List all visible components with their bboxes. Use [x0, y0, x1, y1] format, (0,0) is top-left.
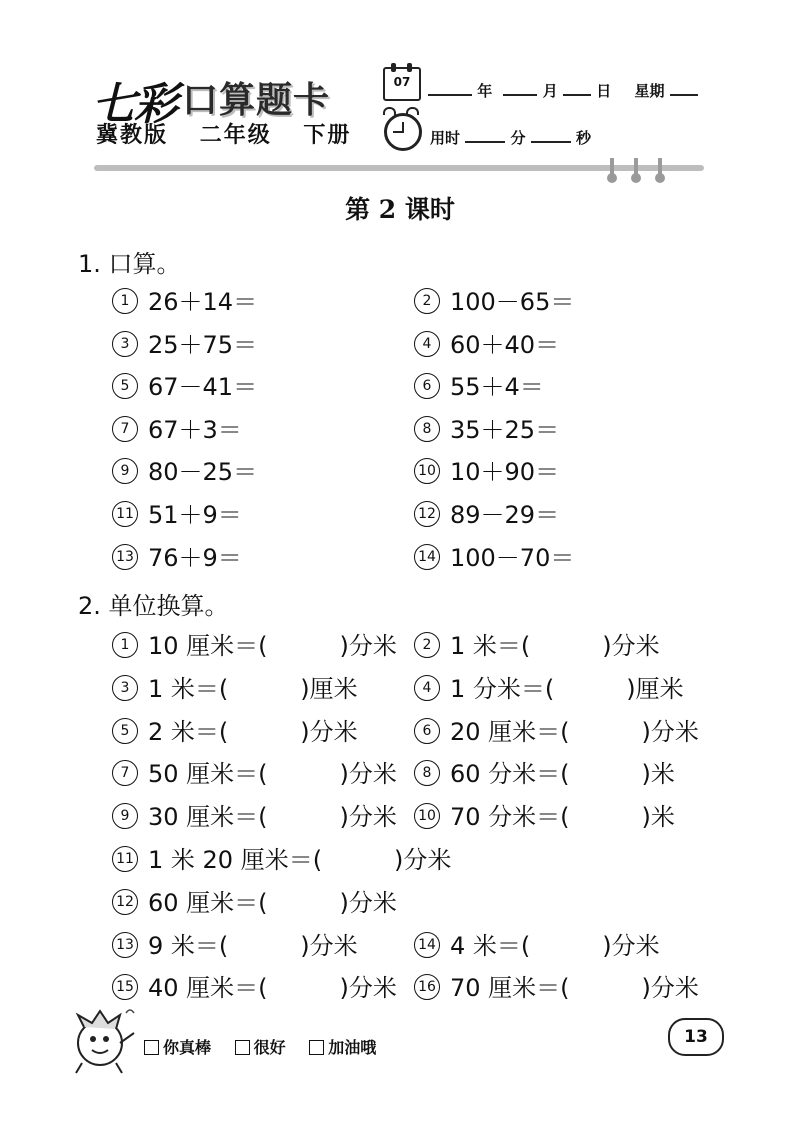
item-expression: 67－41＝: [148, 373, 258, 402]
item-number: 4: [414, 331, 440, 357]
item-text: 20 厘米＝( )分米: [450, 717, 699, 746]
item-expression: 100－65＝: [450, 288, 575, 316]
lesson-title: 第 2 课时: [345, 195, 455, 224]
item-number: 12: [112, 889, 138, 915]
month-label: 月: [542, 82, 558, 100]
unit-conversion-item: [112, 926, 358, 961]
item-number: 13: [112, 544, 138, 570]
self-rating: [144, 1035, 376, 1058]
calendar-number: 07: [393, 75, 411, 89]
day-blank[interactable]: [563, 80, 591, 96]
item-expression: 25＋75＝: [148, 330, 258, 359]
unit-conversion-item: [414, 712, 699, 747]
section-2-title: 2. 单位换算。: [78, 592, 229, 620]
rating-option-1[interactable]: 你真棒: [144, 1038, 211, 1057]
item-text: 60 厘米＝( )分米: [148, 888, 397, 917]
item-number: 13: [112, 932, 138, 958]
brand-script-logo: 七彩: [92, 79, 176, 130]
alarm-clock-icon: [384, 113, 422, 151]
item-number: 1: [112, 632, 138, 658]
item-expression: 100－70＝: [450, 543, 575, 572]
item-number: 15: [112, 974, 138, 1000]
item-number: 9: [112, 458, 138, 484]
oral-calc-item: [112, 325, 257, 360]
item-number: 7: [112, 416, 138, 442]
item-expression: 51＋9＝: [148, 501, 242, 529]
unit-conversion-item: [112, 968, 397, 1003]
item-number: 7: [112, 760, 138, 786]
unit-conversion-item: [112, 669, 358, 704]
item-text: 2 米＝( )分米: [148, 717, 358, 746]
section-1-title: 1. 口算。: [78, 250, 181, 278]
unit-conversion-item: [112, 840, 451, 875]
weekday-blank[interactable]: [670, 80, 698, 96]
item-number: 3: [112, 675, 138, 701]
item-number: 10: [414, 803, 440, 829]
item-number: 6: [414, 373, 440, 399]
page-number: 13: [668, 1018, 724, 1056]
weekday-label: 星期: [634, 82, 665, 100]
time-used-label: 用时: [430, 129, 461, 147]
item-number: 5: [112, 373, 138, 399]
divider-rivet: [634, 158, 638, 178]
edition-subtitle: [96, 118, 373, 149]
item-expression: 76＋9＝: [148, 543, 242, 572]
item-number: 1: [112, 288, 138, 314]
oral-calc-item: [112, 367, 257, 402]
item-expression: 67＋3＝: [148, 415, 242, 444]
item-number: 6: [414, 718, 440, 744]
unit-conversion-item: [112, 797, 397, 832]
item-number: 8: [414, 416, 440, 442]
minute-label: 分: [510, 129, 526, 147]
mascot-illustration: [70, 1003, 138, 1075]
item-text: 1 米＝( )分米: [450, 632, 660, 660]
oral-calc-item: [414, 538, 574, 573]
checkbox-icon[interactable]: [309, 1040, 324, 1055]
rating-option-3[interactable]: 加油哦: [309, 1038, 376, 1057]
item-number: 9: [112, 803, 138, 829]
unit-conversion-item: [112, 626, 397, 661]
oral-calc-item: [112, 410, 242, 445]
minute-blank[interactable]: [465, 127, 505, 143]
volume-label: 下册: [303, 123, 352, 148]
item-text: 70 厘米＝( )分米: [450, 974, 699, 1003]
item-text: 10 厘米＝( )分米: [148, 632, 397, 660]
unit-conversion-item: [414, 926, 660, 961]
item-number: 11: [112, 501, 138, 527]
item-number: 12: [414, 501, 440, 527]
rating-option-2[interactable]: 很好: [235, 1038, 286, 1057]
item-number: 10: [414, 458, 440, 484]
item-expression: 55＋4＝: [450, 373, 544, 402]
unit-conversion-item: [414, 797, 675, 832]
item-number: 14: [414, 932, 440, 958]
oral-calc-item: [414, 410, 559, 445]
item-text: 60 分米＝( )米: [450, 760, 675, 789]
checkbox-icon[interactable]: [235, 1040, 250, 1055]
item-text: 40 厘米＝( )分米: [148, 974, 397, 1003]
item-expression: 10＋90＝: [450, 458, 560, 487]
calendar-icon: [383, 67, 421, 101]
item-number: 2: [414, 632, 440, 658]
item-text: 1 分米＝( )厘米: [450, 674, 684, 703]
edition-label: 冀教版: [96, 123, 169, 148]
second-blank[interactable]: [531, 127, 571, 143]
item-text: 4 米＝( )分米: [450, 931, 660, 960]
month-blank[interactable]: [503, 80, 537, 96]
item-expression: 60＋40＝: [450, 330, 560, 359]
oral-calc-item: [112, 452, 257, 487]
item-expression: 89－29＝: [450, 501, 560, 529]
checkbox-icon[interactable]: [144, 1040, 159, 1055]
day-label: 日: [596, 82, 612, 100]
unit-conversion-item: [414, 754, 675, 789]
item-expression: 26＋14＝: [148, 288, 258, 316]
second-label: 秒: [575, 129, 591, 147]
divider-rivet: [658, 158, 662, 178]
oral-calc-item: [414, 367, 544, 402]
item-number: 4: [414, 675, 440, 701]
unit-conversion-item: [112, 754, 397, 789]
unit-conversion-item: [112, 883, 397, 918]
date-fields: [428, 80, 698, 101]
grade-label: 二年级: [199, 123, 272, 148]
year-blank[interactable]: [428, 80, 472, 96]
item-number: 14: [414, 544, 440, 570]
unit-conversion-item: [112, 712, 358, 747]
oral-calc-item: [414, 282, 574, 317]
item-text: 1 米 20 厘米＝( )分米: [148, 846, 452, 874]
oral-calc-item: [414, 452, 559, 487]
item-number: 3: [112, 331, 138, 357]
item-text: 9 米＝( )分米: [148, 931, 358, 960]
divider-rivet: [610, 158, 614, 178]
time-used-fields: [430, 127, 591, 148]
oral-calc-item: [112, 282, 257, 317]
brand-title: 口算题卡: [182, 80, 331, 121]
unit-conversion-item: [414, 626, 660, 661]
oral-calc-item: [414, 325, 559, 360]
item-text: 70 分米＝( )米: [450, 803, 675, 832]
item-expression: 35＋25＝: [450, 415, 560, 444]
oral-calc-item: [414, 495, 559, 530]
unit-conversion-item: [414, 669, 684, 704]
item-number: 2: [414, 288, 440, 314]
item-text: 30 厘米＝( )分米: [148, 803, 397, 832]
unit-conversion-item: [414, 968, 699, 1003]
year-label: 年: [477, 82, 493, 100]
item-number: 5: [112, 718, 138, 744]
item-number: 16: [414, 974, 440, 1000]
oral-calc-item: [112, 538, 242, 573]
item-text: 1 米＝( )厘米: [148, 674, 358, 703]
item-number: 11: [112, 846, 138, 872]
item-number: 8: [414, 760, 440, 786]
oral-calc-item: [112, 495, 242, 530]
item-text: 50 厘米＝( )分米: [148, 760, 397, 789]
item-expression: 80－25＝: [148, 458, 258, 487]
